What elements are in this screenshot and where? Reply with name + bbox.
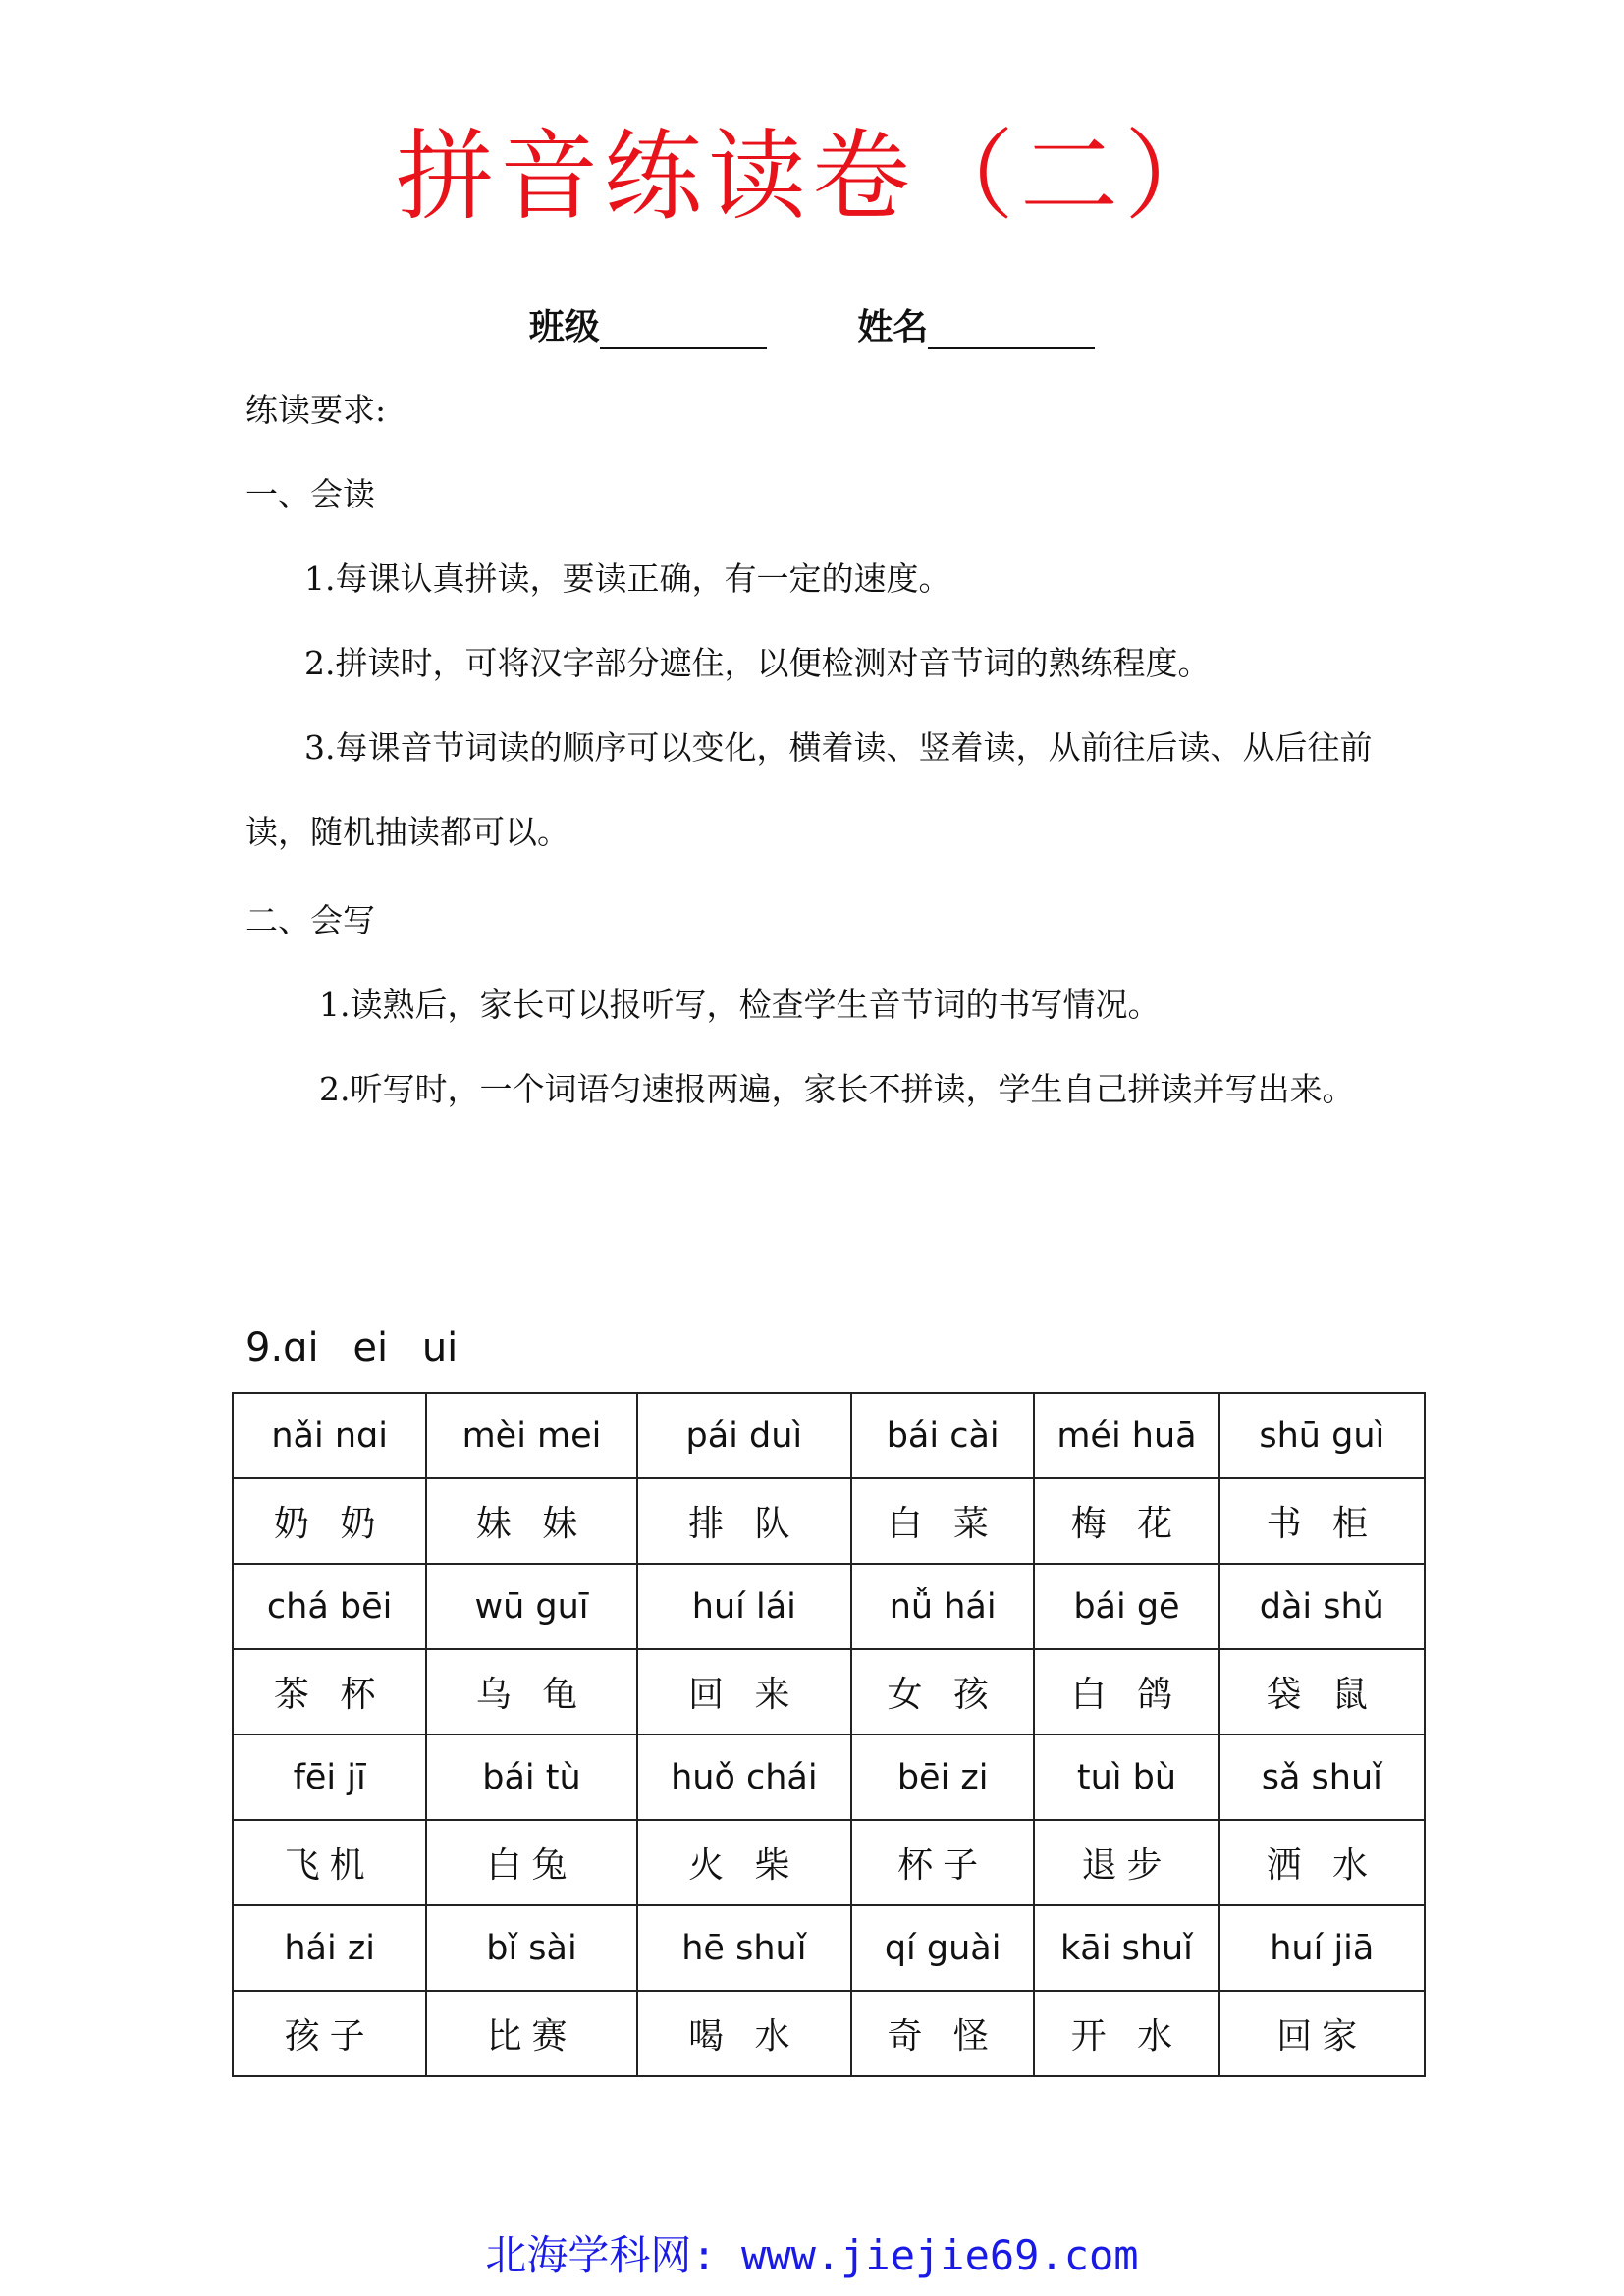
class-field (529, 299, 767, 349)
pinyin-cell: qí guài (851, 1905, 1034, 1991)
hanzi-cell: 飞机 (233, 1820, 426, 1905)
requirement-item: 2.听写时，一个词语匀速报两遍，家长不拼读，学生自己拼读并写出来。 (319, 1070, 1355, 1108)
requirements-heading: 练读要求: (245, 391, 387, 429)
hanzi-row (233, 1991, 1425, 2076)
pinyin-cell: fēi jī (233, 1735, 426, 1820)
hanzi-cell: 比赛 (426, 1991, 636, 2076)
name-label: 姓名 (857, 306, 929, 347)
pinyin-cell: méi huā (1034, 1393, 1218, 1478)
pinyin-cell: huí lái (637, 1564, 851, 1649)
pinyin-row (233, 1393, 1425, 1478)
hanzi-cell: 白兔 (426, 1820, 636, 1905)
section-read: 一、会读 (245, 475, 375, 513)
pinyin-cell: chá bēi (233, 1564, 426, 1649)
hanzi-row (233, 1478, 1425, 1564)
pinyin-cell: bái tù (426, 1735, 636, 1820)
hanzi-cell: 火 柴 (637, 1820, 851, 1905)
footer-website: 北海学科网: www.jiejie69.com (485, 2231, 1139, 2279)
pinyin-cell: pái duì (637, 1393, 851, 1478)
pinyin-cell: dài shǔ (1219, 1564, 1425, 1649)
hanzi-cell: 白 鸽 (1034, 1649, 1218, 1735)
requirement-item: 1.每课认真拼读，要读正确，有一定的速度。 (304, 560, 951, 598)
student-info (0, 299, 1624, 349)
hanzi-cell: 喝 水 (637, 1991, 851, 2076)
hanzi-cell: 洒 水 (1219, 1820, 1425, 1905)
hanzi-cell: 奶 奶 (233, 1478, 426, 1564)
pinyin-cell: shū guì (1219, 1393, 1425, 1478)
hanzi-cell: 茶 杯 (233, 1649, 426, 1735)
hanzi-cell: 奇 怪 (851, 1991, 1034, 2076)
pinyin-row (233, 1564, 1425, 1649)
hanzi-row (233, 1649, 1425, 1735)
pinyin-cell: wū guī (426, 1564, 636, 1649)
pinyin-cell: tuì bù (1034, 1735, 1218, 1820)
pinyin-cell: hē shuǐ (637, 1905, 851, 1991)
hanzi-cell: 梅 花 (1034, 1478, 1218, 1564)
class-label: 班级 (528, 306, 600, 347)
section-write: 二、会写 (245, 901, 375, 939)
hanzi-cell: 乌 龟 (426, 1649, 636, 1735)
hanzi-cell: 回 来 (637, 1649, 851, 1735)
hanzi-cell: 妹 妹 (426, 1478, 636, 1564)
hanzi-row (233, 1820, 1425, 1905)
name-blank[interactable] (928, 308, 1095, 349)
hanzi-cell: 白 菜 (851, 1478, 1034, 1564)
pinyin-cell: bǐ sài (426, 1905, 636, 1991)
pinyin-cell: bái gē (1034, 1564, 1218, 1649)
hanzi-cell: 书 柜 (1219, 1478, 1425, 1564)
hanzi-cell: 开 水 (1034, 1991, 1218, 2076)
pinyin-cell: nǎi nɑi (233, 1393, 426, 1478)
unit-title: 9.ɑi ei ui (245, 1325, 459, 1370)
requirement-item: 1.读熟后，家长可以报听写，检查学生音节词的书写情况。 (319, 986, 1161, 1024)
hanzi-cell: 袋 鼠 (1219, 1649, 1425, 1735)
hanzi-cell: 女 孩 (851, 1649, 1034, 1735)
requirement-item: 3.每课音节词读的顺序可以变化，横着读、竖着读，从前往后读、从后往前读，随机抽读都可以。 (245, 728, 1373, 851)
word-table (232, 1392, 1426, 2077)
pinyin-cell: bái cài (851, 1393, 1034, 1478)
pinyin-cell: hái zi (233, 1905, 426, 1991)
name-field (857, 299, 1095, 349)
hanzi-cell: 杯子 (851, 1820, 1034, 1905)
hanzi-cell: 孩子 (233, 1991, 426, 2076)
pinyin-cell: mèi mei (426, 1393, 636, 1478)
hanzi-cell: 排 队 (637, 1478, 851, 1564)
pinyin-cell: nǚ hái (851, 1564, 1034, 1649)
pinyin-cell: huǒ chái (637, 1735, 851, 1820)
pinyin-cell: bēi zi (851, 1735, 1034, 1820)
pinyin-row (233, 1735, 1425, 1820)
pinyin-cell: kāi shuǐ (1034, 1905, 1218, 1991)
pinyin-row (233, 1905, 1425, 1991)
hanzi-cell: 退步 (1034, 1820, 1218, 1905)
pinyin-cell: sǎ shuǐ (1219, 1735, 1425, 1820)
page-title: 拼音练读卷（二） (396, 119, 1228, 234)
pinyin-cell: huí jiā (1219, 1905, 1425, 1991)
class-blank[interactable] (600, 308, 767, 349)
hanzi-cell: 回家 (1219, 1991, 1425, 2076)
requirement-item: 2.拼读时，可将汉字部分遮住，以便检测对音节词的熟练程度。 (304, 644, 1211, 682)
